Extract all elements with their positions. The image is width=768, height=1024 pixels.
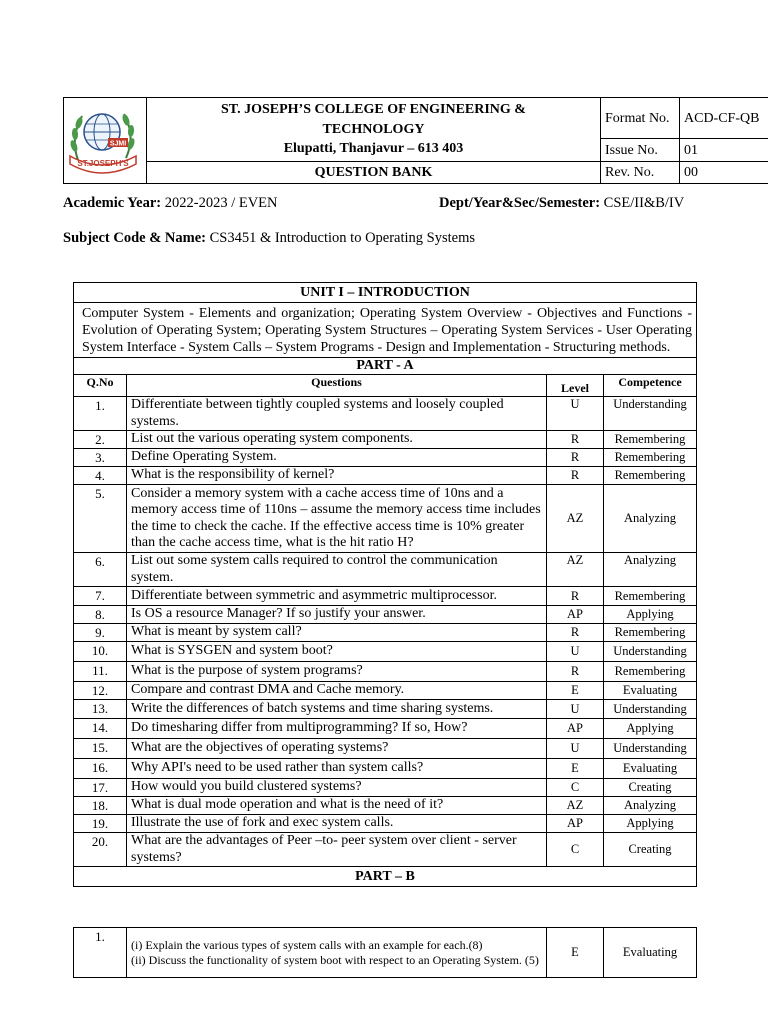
rev-value: 00 — [680, 161, 768, 183]
question-number: 14. — [74, 719, 127, 739]
question-part-2: (ii) Discuss the functionality of system boot with respect to an Operating System. (5) — [131, 952, 539, 967]
dept-value: CSE/II&B/IV — [600, 195, 685, 211]
question-level: AP — [547, 719, 604, 739]
question-number: 4. — [74, 467, 127, 485]
table-row — [74, 682, 697, 700]
college-name-block — [147, 98, 601, 162]
question-number: 7. — [74, 587, 127, 606]
question-competence: Evaluating — [604, 928, 697, 978]
question-number: 2. — [74, 431, 127, 449]
question-text: Define Operating System. — [127, 449, 547, 467]
table-row — [74, 833, 697, 867]
col-header-question: Questions — [127, 375, 547, 397]
table-row — [74, 739, 697, 759]
academic-year-label: Academic Year: — [63, 195, 162, 211]
unit-title: UNIT I – INTRODUCTION — [74, 283, 697, 303]
part-a-rows — [74, 397, 697, 867]
issue-value: 01 — [680, 139, 768, 161]
question-competence: Understanding — [604, 642, 697, 662]
dept-label: Dept/Year&Sec/Semester: — [439, 195, 601, 211]
col-header-qno: Q.No — [74, 375, 127, 397]
question-level: C — [547, 779, 604, 797]
table-row — [74, 779, 697, 797]
question-part-1: (i) Explain the various types of system calls with an example for each.(8) — [131, 937, 483, 952]
part-b-rows — [74, 928, 697, 978]
logo-badge-text: SJMI — [109, 140, 127, 148]
question-text — [127, 928, 547, 978]
question-level: AP — [547, 606, 604, 624]
question-level: E — [547, 682, 604, 700]
table-row — [74, 553, 697, 587]
question-text: Illustrate the use of fork and exec system calls. — [127, 815, 547, 833]
question-number: 9. — [74, 624, 127, 642]
college-logo-icon — [64, 98, 146, 178]
question-competence: Remembering — [604, 449, 697, 467]
question-text: Differentiate between tightly coupled systems and loosely coupled systems. — [127, 397, 547, 431]
question-level: C — [547, 833, 604, 867]
question-level: E — [547, 928, 604, 978]
question-competence: Remembering — [604, 624, 697, 642]
question-competence: Remembering — [604, 431, 697, 449]
college-logo — [64, 98, 147, 184]
question-text: Why API's need to be used rather than system calls? — [127, 759, 547, 779]
question-number: 10. — [74, 642, 127, 662]
question-number: 16. — [74, 759, 127, 779]
question-text: What is meant by system call? — [127, 624, 547, 642]
question-level: U — [547, 739, 604, 759]
question-text: What is the responsibility of kernel? — [127, 467, 547, 485]
question-competence: Understanding — [604, 700, 697, 719]
question-text: Compare and contrast DMA and Cache memory. — [127, 682, 547, 700]
question-number: 5. — [74, 485, 127, 553]
table-row — [74, 759, 697, 779]
question-level: R — [547, 467, 604, 485]
question-number: 19. — [74, 815, 127, 833]
question-text: Do timesharing differ from multiprogramming? If so, How? — [127, 719, 547, 739]
question-text: What is dual mode operation and what is the need of it? — [127, 797, 547, 815]
question-competence: Understanding — [604, 397, 697, 431]
question-number: 1. — [74, 928, 127, 978]
question-text: Consider a memory system with a cache access time of 10ns and a memory access time of 110ns – assume the memory access time includes the time to check the cache. If the effective access time is 10% greater than the cache access time, what is the hit ratio H? — [127, 485, 547, 553]
table-row — [74, 662, 697, 682]
question-competence: Applying — [604, 719, 697, 739]
question-number: 20. — [74, 833, 127, 867]
question-level: R — [547, 431, 604, 449]
col-header-level: Level — [547, 375, 604, 397]
question-competence: Creating — [604, 833, 697, 867]
question-text: Differentiate between symmetric and asymmetric multiprocessor. — [127, 587, 547, 606]
table-row — [74, 719, 697, 739]
question-text: What are the objectives of operating systems? — [127, 739, 547, 759]
question-level: U — [547, 397, 604, 431]
question-text: List out some system calls required to control the communication system. — [127, 553, 547, 587]
col-header-competence: Competence — [604, 375, 697, 397]
question-competence: Analyzing — [604, 553, 697, 587]
table-row — [74, 624, 697, 642]
question-level: AZ — [547, 485, 604, 553]
question-text: Is OS a resource Manager? If so justify your answer. — [127, 606, 547, 624]
table-row — [74, 700, 697, 719]
table-row — [74, 797, 697, 815]
table-row — [74, 397, 697, 431]
question-level: AP — [547, 815, 604, 833]
academic-year-value: 2022-2023 / EVEN — [161, 195, 278, 211]
question-text: What is SYSGEN and system boot? — [127, 642, 547, 662]
question-level: R — [547, 624, 604, 642]
question-competence: Remembering — [604, 467, 697, 485]
format-label: Format No. — [601, 98, 680, 139]
question-number: 12. — [74, 682, 127, 700]
question-competence: Evaluating — [604, 759, 697, 779]
subject-info — [63, 230, 475, 247]
college-name-line2: TECHNOLOGY — [322, 121, 425, 137]
table-row — [74, 928, 697, 978]
logo-ribbon-text: ST.JOSEPH'S — [77, 159, 129, 168]
table-row — [74, 485, 697, 553]
question-text: List out the various operating system components. — [127, 431, 547, 449]
table-row — [74, 449, 697, 467]
document-header — [63, 97, 768, 184]
unit-syllabus: Computer System - Elements and organization; Operating System Overview - Objectives and Functions - Evolution of Operating System; Operating System Structures – Operating System Services - User Operating System Interface - System Calls – System Programs - Design and Implementation - Structuring methods. — [74, 303, 697, 358]
question-number: 17. — [74, 779, 127, 797]
question-number: 18. — [74, 797, 127, 815]
question-number: 13. — [74, 700, 127, 719]
question-table — [73, 282, 697, 887]
table-row — [74, 642, 697, 662]
question-number: 1. — [74, 397, 127, 431]
question-competence: Applying — [604, 815, 697, 833]
subject-label: Subject Code & Name: — [63, 230, 206, 246]
table-row — [74, 431, 697, 449]
question-text: Write the differences of batch systems and time sharing systems. — [127, 700, 547, 719]
rev-label: Rev. No. — [601, 161, 680, 183]
question-competence: Evaluating — [604, 682, 697, 700]
question-number: 11. — [74, 662, 127, 682]
question-competence: Analyzing — [604, 485, 697, 553]
question-level: U — [547, 642, 604, 662]
table-row — [74, 467, 697, 485]
question-level: E — [547, 759, 604, 779]
college-address: Elupatti, Thanjavur – 613 403 — [283, 141, 464, 157]
table-row — [74, 606, 697, 624]
question-bank-title: QUESTION BANK — [147, 161, 601, 183]
part-b-table — [73, 927, 697, 978]
question-number: 6. — [74, 553, 127, 587]
question-competence: Analyzing — [604, 797, 697, 815]
part-b-title: PART – B — [74, 867, 697, 887]
question-competence: Understanding — [604, 739, 697, 759]
question-level: U — [547, 700, 604, 719]
question-competence: Remembering — [604, 662, 697, 682]
table-row — [74, 815, 697, 833]
question-number: 8. — [74, 606, 127, 624]
question-level: AZ — [547, 553, 604, 587]
question-competence: Creating — [604, 779, 697, 797]
subject-value: CS3451 & Introduction to Operating Systems — [205, 230, 476, 246]
question-level: AZ — [547, 797, 604, 815]
question-number: 15. — [74, 739, 127, 759]
format-value: ACD-CF-QB — [680, 98, 768, 139]
question-text: What are the advantages of Peer –to- peer system over client - server systems? — [127, 833, 547, 867]
college-name-line1: ST. JOSEPH’S COLLEGE OF ENGINEERING & — [221, 102, 526, 118]
issue-label: Issue No. — [601, 139, 680, 161]
dept-info — [439, 195, 684, 212]
question-text: What is the purpose of system programs? — [127, 662, 547, 682]
question-number: 3. — [74, 449, 127, 467]
question-competence: Remembering — [604, 587, 697, 606]
part-a-title: PART - A — [74, 358, 697, 375]
question-level: R — [547, 449, 604, 467]
question-competence: Applying — [604, 606, 697, 624]
question-level: R — [547, 662, 604, 682]
question-level: R — [547, 587, 604, 606]
question-text: How would you build clustered systems? — [127, 779, 547, 797]
academic-year — [63, 195, 278, 212]
table-row — [74, 587, 697, 606]
